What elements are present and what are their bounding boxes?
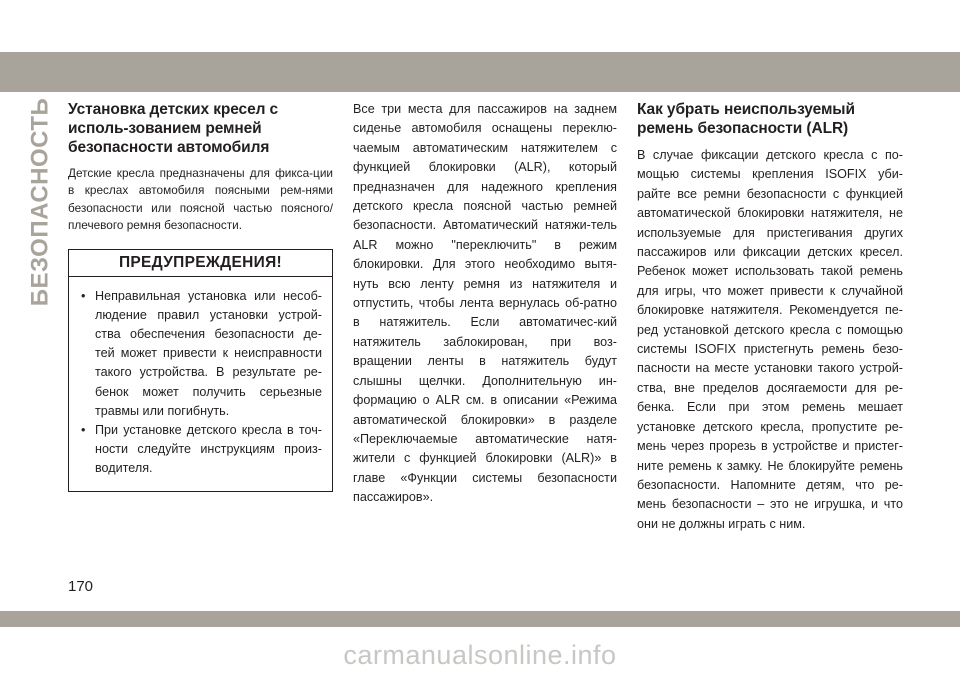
section-side-tab-label: БЕЗОПАСНОСТЬ: [26, 97, 54, 307]
alr-paragraph: Все три места для пассажиров на заднем сиденье автомобиля оснащены переклю-чаемым автоматическим натяжителем с функцией блокировки (ALR), который предназначен для надежного крепления детского кресла поясной частью ремней безопасности. Автоматический натяжи-тель ALR можно "переключить" в режим блокировки. Для этого необходимо вытя-нуть всю ленту ремня из натяжителя и отпустить, чтобы лента вернулась об-ратно в натяжитель. Если автоматичес-кий натяжитель заблокирован, при воз-вращении ленты в натяжитель будут слышны щелчки. Дополнительную ин-формацию о ALR см. в описании «Режима автоматической блокировки» в разделе «Переключаемые автоматические натя-жители с функцией блокировки (ALR)» в главе «Функции системы безопасности пассажиров».: [353, 102, 617, 505]
warning-box: [68, 249, 333, 492]
column-1: [68, 100, 333, 492]
warning-item: • При установке детского кресла в точ-ности следуйте инструкциям произ-водителя.: [79, 421, 322, 479]
column-3: [637, 100, 903, 534]
top-margin: [0, 0, 960, 52]
section-side-tab: [28, 92, 52, 312]
watermark: carmanualsonline.info: [343, 640, 617, 670]
unused-belt-paragraph: В случае фиксации детского кресла с по-мощью системы крепления ISOFIX уби-райте все ремни безопасности с функцией автоматической блокировки натяжителя, не используемые для пристегивания других пассажиров или фиксации детских кресел. Ребенок может использовать такой ремень для игры, что может привести к случайной блокировке натяжителя. Рекомендуется пе-ред установкой детского кресла с помощью системы ISOFIX пристегнуть ремень безо-пасности на месте установки такого устрой-ства, вне пределов досягаемости для ре-бенка. Если при этом ремень мешает установке детского кресла, пропустите ре-мень через прорезь в устройстве и пристег-ните ремень к замку. Не блокируйте ремень безопасности. Напомните детям, что ре-мень безопасности – это не игрушка, и что они не должны играть с ним.: [637, 148, 903, 531]
warning-title: ПРЕДУПРЕЖДЕНИЯ!: [69, 250, 332, 277]
footer-stripe: [0, 611, 960, 627]
section-heading-seat-belt-install: Установка детских кресел с исполь-зованием ремней безопасности автомобиля: [68, 101, 279, 156]
intro-paragraph: Детские кресла предназначены для фикса-ции в креслах автомобиля поясными рем-нями безопасности или поясной частью поясного/плечевого ремня безопасности.: [68, 166, 333, 233]
section-heading-unused-belt: Как убрать неиспользуемый ремень безопасности (ALR): [637, 101, 855, 137]
column-2: [353, 100, 617, 508]
header-stripe: [0, 52, 960, 92]
warning-list: [69, 277, 332, 491]
warning-item: • Неправильная установка или несоб-людение правил установки устрой-ства обеспечения безопасности де-тей может привести к неисправности такого устройства. В результате ре-бенок может получить серьезные травмы или погибнуть.: [79, 287, 322, 421]
page-number: 170: [68, 578, 94, 595]
